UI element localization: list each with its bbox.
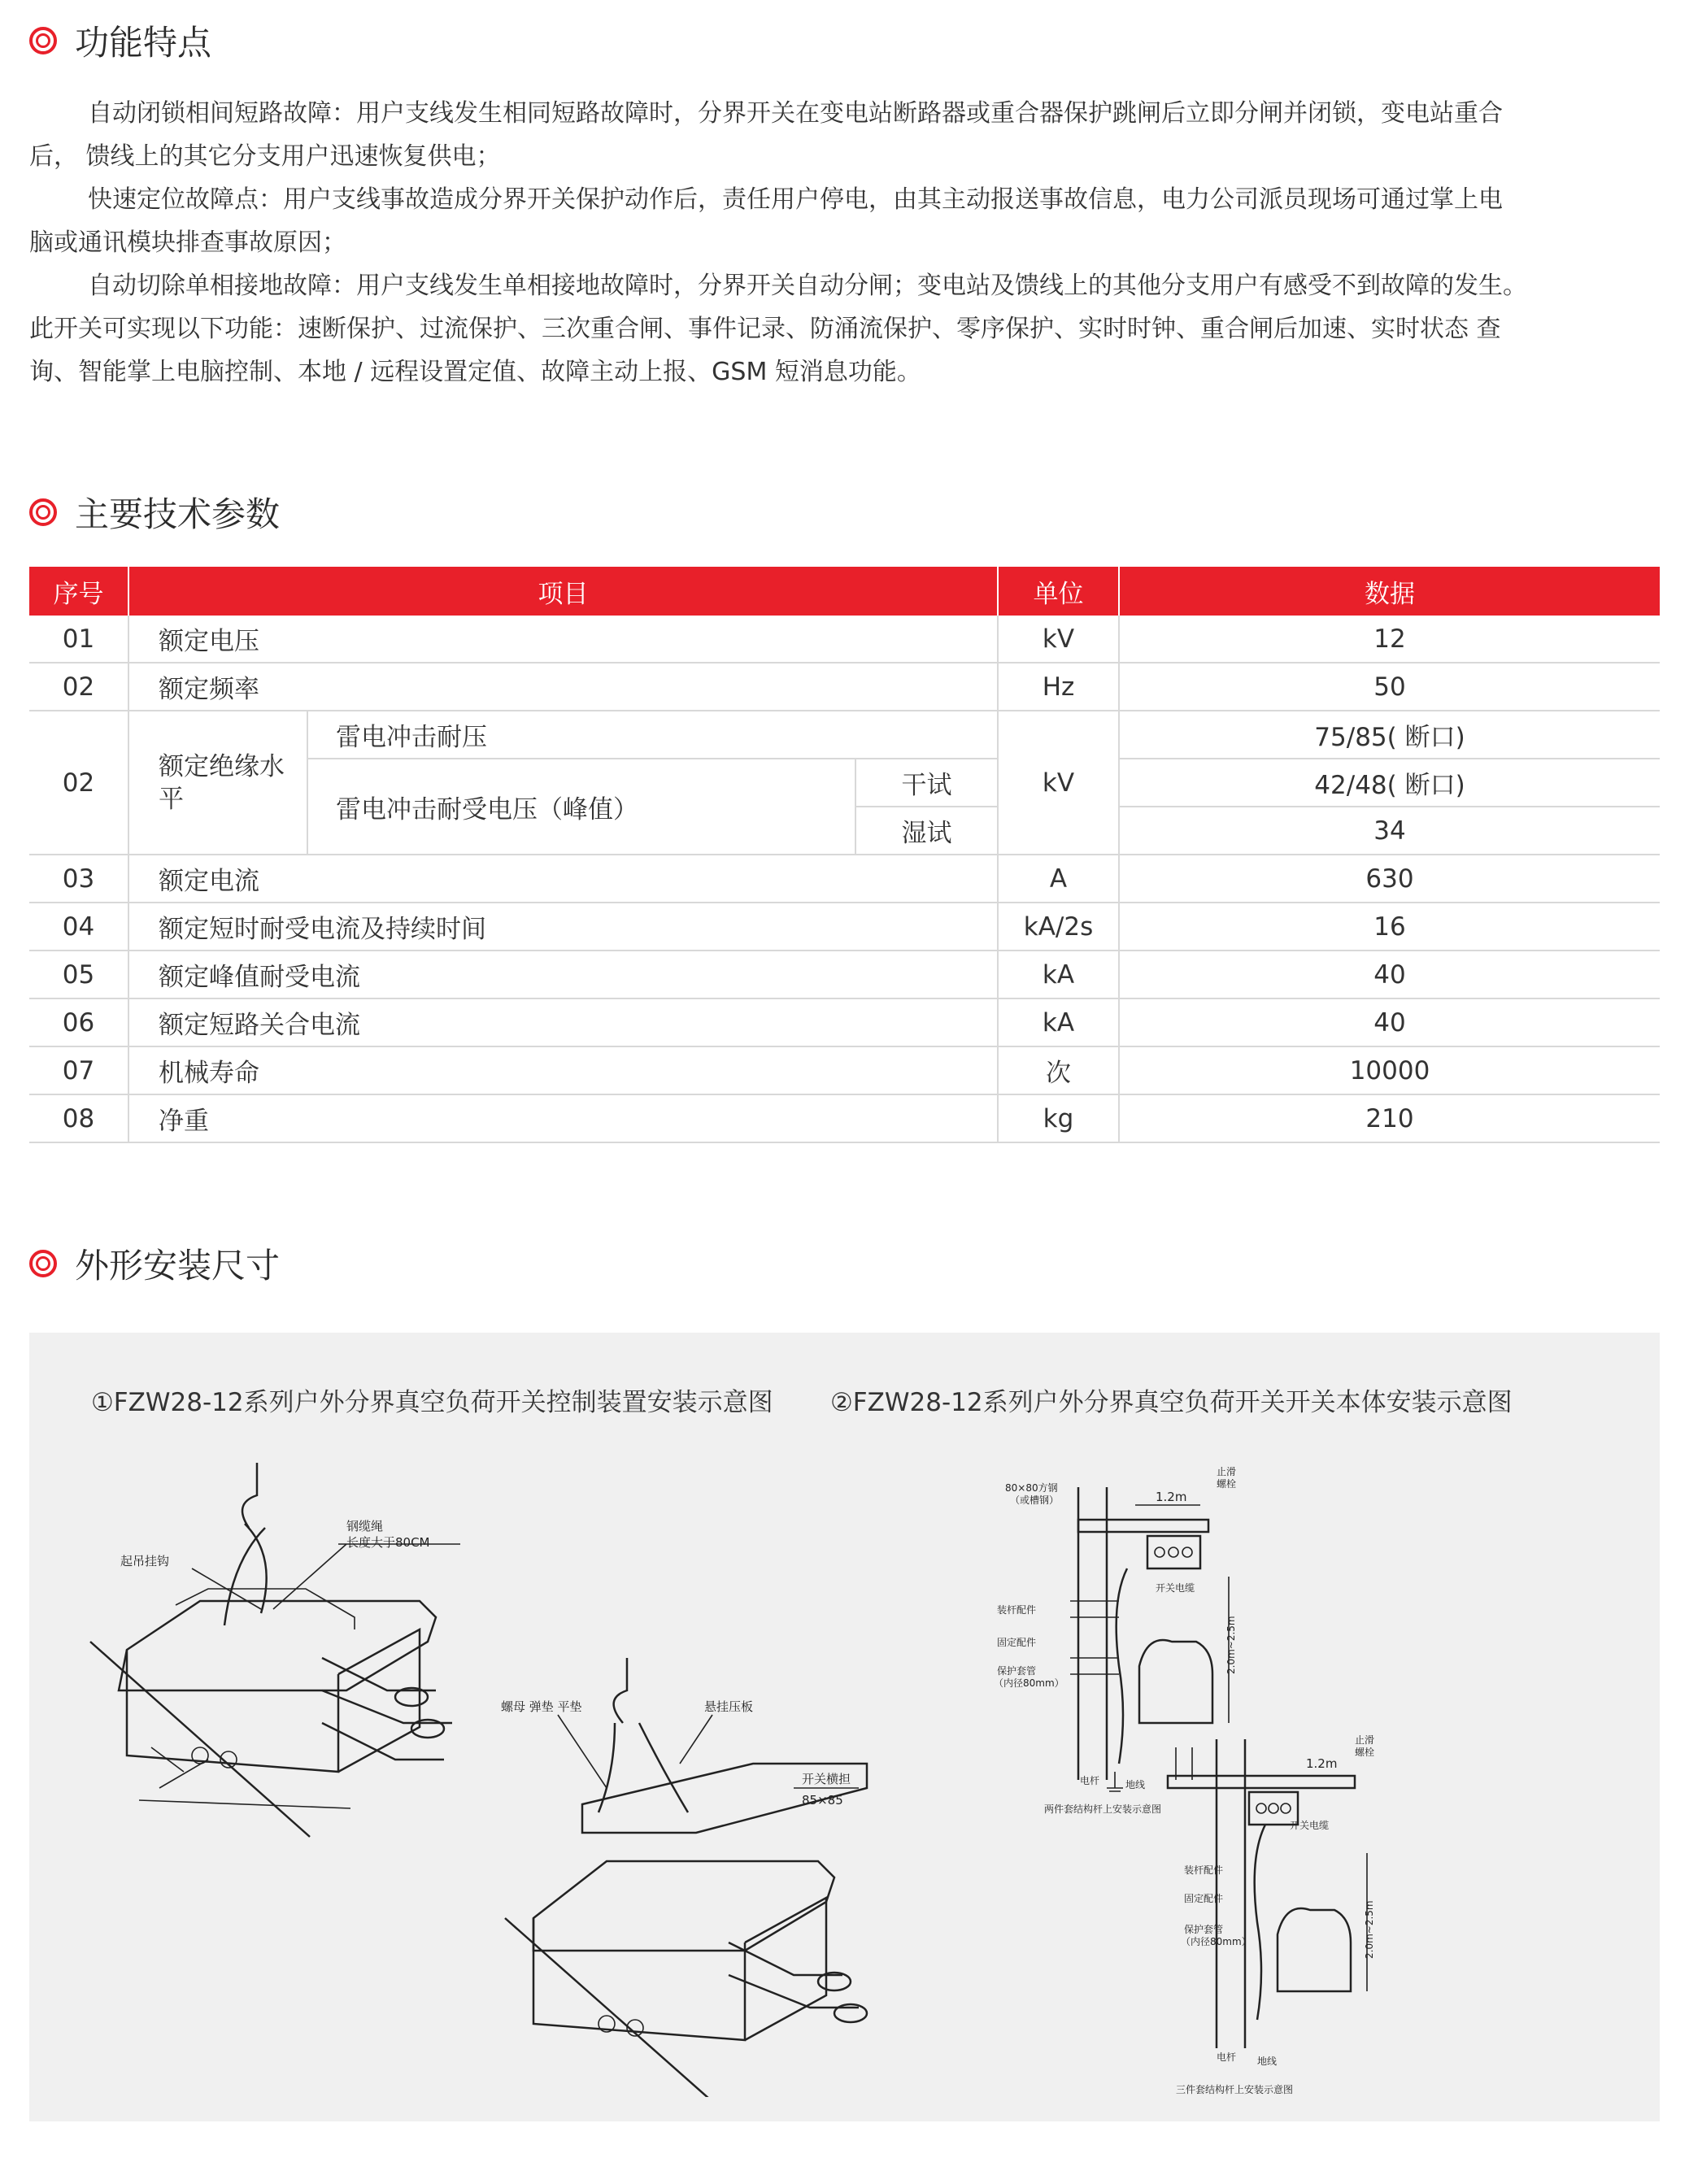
cell-item: 额定电压 <box>128 616 998 663</box>
feature-line: 自动闭锁相间短路故障：用户支线发生相同短路故障时，分界开关在变电站断路器或重合器保护跳闸后立即分闸并闭锁，变电站重合 <box>88 99 1503 128</box>
bolt-sub-label: 螺栓 <box>1217 1478 1237 1490</box>
cell-subitem: 雷电冲击耐受电压（峰值） <box>307 759 855 855</box>
caption-b-label: 三件套结构杆上安装示意图 <box>1176 2084 1294 2095</box>
height-b-label: 2.0m~2.5m <box>1364 1900 1375 1959</box>
sleeve-a-sub-label: （内径80mm） <box>994 1677 1064 1689</box>
cable-b-label: 开关电缆 <box>1290 1820 1330 1831</box>
switch-lower <box>505 1658 867 2097</box>
cell-value: 630 <box>1119 855 1660 903</box>
cell-value: 12 <box>1119 616 1660 663</box>
sleeve-b-label: 保护套管 <box>1184 1924 1224 1935</box>
table-row <box>29 998 1660 1046</box>
cell-value: 34 <box>1119 807 1660 855</box>
bolt-b-sub-label: 螺栓 <box>1355 1747 1375 1758</box>
feature-line: 此开关可实现以下功能：速断保护、过流保护、三次重合闸、事件记录、防涌流保护、零序保护、实时时钟、重合闸后加速、实时状态 查 <box>29 315 1501 343</box>
features-text <box>29 92 1660 394</box>
fitting-b-label: 装杆配件 <box>1184 1864 1224 1876</box>
nut-label: 螺母 弹垫 平垫 <box>501 1699 582 1714</box>
feature-line: 自动切除单相接地故障：用户支线发生单相接地故障时，分界开关自动分闸；变电站及馈线上的其他分支用户有感受不到故障的发生。 <box>88 272 1527 300</box>
cell-item: 额定电流 <box>128 855 998 903</box>
drawing-caption-1: ①FZW28-12系列户外分界真空负荷开关控制装置安装示意图 <box>91 1388 773 1417</box>
cell-value: 42/48( 断口) <box>1119 759 1660 807</box>
header-no: 序号 <box>29 567 128 616</box>
cell-unit: kA/2s <box>998 903 1119 951</box>
feature-line: 询、智能掌上电脑控制、本地 / 远程设置定值、故障主动上报、GSM 短消息功能。 <box>29 358 921 386</box>
cell-no: 04 <box>29 903 128 951</box>
bolt-b-label: 止滑 <box>1355 1734 1375 1746</box>
cell-no: 06 <box>29 998 128 1046</box>
cell-subitem: 雷电冲击耐压 <box>307 711 998 759</box>
cell-unit: kA <box>998 951 1119 998</box>
cell-item: 额定频率 <box>128 663 998 711</box>
table-row <box>29 711 1660 759</box>
cell-unit: kg <box>998 1094 1119 1142</box>
cell-no: 02 <box>29 663 128 711</box>
cell-no: 08 <box>29 1094 128 1142</box>
cell-value: 40 <box>1119 998 1660 1046</box>
cell-unit: 次 <box>998 1046 1119 1094</box>
cell-unit: kV <box>998 616 1119 663</box>
section-title-features <box>29 16 211 65</box>
feature-line: 脑或通讯模块排查事故原因； <box>29 228 346 257</box>
cell-item: 额定峰值耐受电流 <box>128 951 998 998</box>
beam-label: 开关横担 <box>802 1772 851 1786</box>
switch-upper <box>90 1463 452 1837</box>
ground-b-label: 地线 <box>1257 2056 1278 2067</box>
plate-label: 悬挂压板 <box>704 1699 754 1714</box>
pole-diagram-a <box>1070 1487 1229 1791</box>
table-row <box>29 903 1660 951</box>
cell-unit: Hz <box>998 663 1119 711</box>
steel-sub-label: （或槽钢） <box>1010 1494 1060 1506</box>
cable-length-label: 长度大于80CM <box>346 1535 430 1550</box>
section-ring-icon <box>29 498 57 526</box>
cell-no: 05 <box>29 951 128 998</box>
cell-item: 额定绝缘水平 <box>128 711 307 855</box>
cell-item: 额定短时耐受电流及持续时间 <box>128 903 998 951</box>
drawing-panel <box>29 1333 1660 2121</box>
cell-value: 16 <box>1119 903 1660 951</box>
cell-item: 额定短路关合电流 <box>128 998 998 1046</box>
cell-value: 50 <box>1119 663 1660 711</box>
fixing-a-label: 固定配件 <box>997 1637 1037 1648</box>
steel-label: 80×80方钢 <box>1005 1482 1058 1494</box>
feature-line: 快速定位故障点：用户支线事故造成分界开关保护动作后，责任用户停电，由其主动报送事故信息，电力公司派员现场可通过掌上电 <box>88 185 1503 214</box>
cable-a-label: 开关电缆 <box>1156 1582 1195 1594</box>
cell-no: 03 <box>29 855 128 903</box>
table-row <box>29 663 1660 711</box>
cell-test: 湿试 <box>855 807 998 855</box>
section-title-params <box>29 488 280 537</box>
bolt-label: 止滑 <box>1217 1466 1237 1477</box>
table-row <box>29 1046 1660 1094</box>
table-row <box>29 1094 1660 1142</box>
section-title-dims <box>29 1239 280 1288</box>
header-item: 项目 <box>128 567 998 616</box>
cell-item: 净重 <box>128 1094 998 1142</box>
pole-install-drawing <box>981 1455 1387 2097</box>
cell-value: 75/85( 断口) <box>1119 711 1660 759</box>
drawing-caption-2: ②FZW28-12系列户外分界真空负荷开关开关本体安装示意图 <box>830 1388 1513 1417</box>
beam-size-label: 85×85 <box>802 1793 843 1808</box>
table-header-row <box>29 567 1660 616</box>
pole-a-label: 电杆 <box>1080 1775 1100 1786</box>
cell-test: 干试 <box>855 759 998 807</box>
section-title-text: 外形安装尺寸 <box>75 1246 281 1286</box>
table-row <box>29 855 1660 903</box>
header-value: 数据 <box>1119 567 1660 616</box>
cell-value: 210 <box>1119 1094 1660 1142</box>
cell-no: 02 <box>29 711 128 855</box>
ground-a-label: 地线 <box>1125 1779 1146 1790</box>
cell-unit: A <box>998 855 1119 903</box>
sleeve-b-sub-label: （内径80mm） <box>1181 1936 1252 1947</box>
cell-unit: kV <box>998 711 1119 855</box>
section-title-text: 主要技术参数 <box>75 494 281 534</box>
hook-label: 起吊挂钩 <box>120 1554 170 1568</box>
caption-a-label: 两件套结构杆上安装示意图 <box>1044 1803 1162 1815</box>
cell-no: 07 <box>29 1046 128 1094</box>
fitting-a-label: 装杆配件 <box>997 1604 1037 1616</box>
fixing-b-label: 固定配件 <box>1184 1893 1224 1904</box>
feature-line: 后， 馈线上的其它分支用户迅速恢复供电； <box>29 142 501 171</box>
pole-b-label: 电杆 <box>1217 2051 1237 2063</box>
cell-no: 01 <box>29 616 128 663</box>
distance-b-label: 1.2m <box>1306 1756 1338 1771</box>
cell-value: 40 <box>1119 951 1660 998</box>
section-ring-icon <box>29 27 57 54</box>
table-row <box>29 616 1660 663</box>
table-row <box>29 951 1660 998</box>
control-device-drawing <box>78 1447 916 2097</box>
spec-table <box>29 567 1660 1143</box>
section-title-text: 功能特点 <box>75 23 212 63</box>
cable-label: 钢缆绳 <box>346 1519 384 1534</box>
height-a-label: 2.0m~2.5m <box>1225 1616 1237 1674</box>
cell-value: 10000 <box>1119 1046 1660 1094</box>
cell-item: 机械寿命 <box>128 1046 998 1094</box>
section-ring-icon <box>29 1250 57 1277</box>
distance-label: 1.2m <box>1156 1490 1187 1504</box>
header-unit: 单位 <box>998 567 1119 616</box>
sleeve-a-label: 保护套管 <box>997 1665 1037 1677</box>
cell-unit: kA <box>998 998 1119 1046</box>
